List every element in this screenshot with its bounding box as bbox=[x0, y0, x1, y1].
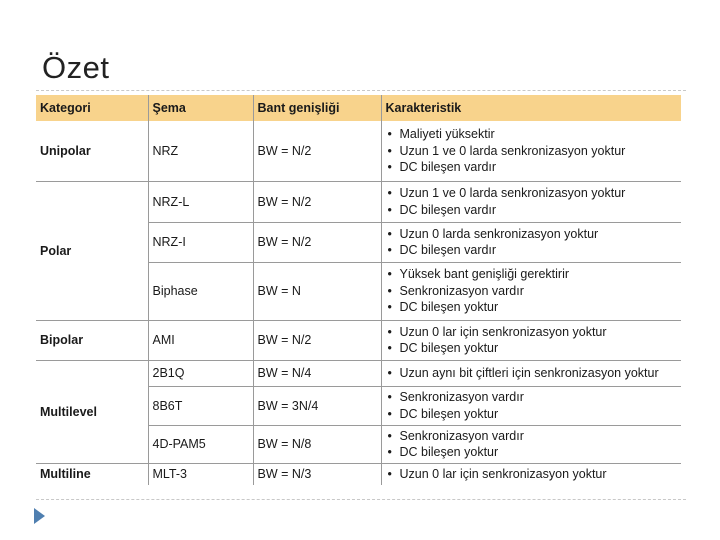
bandwidth-cell: BW = N/4 bbox=[253, 360, 381, 386]
characteristics-list bbox=[386, 226, 678, 259]
scheme-cell: NRZ-I bbox=[148, 222, 253, 262]
header-kategori: Kategori bbox=[36, 95, 148, 121]
characteristics-list bbox=[386, 428, 678, 461]
bottom-divider bbox=[36, 499, 686, 500]
list-item: • DC bileşen vardır bbox=[400, 202, 678, 219]
triangle-right-icon[interactable] bbox=[34, 508, 45, 524]
slide-title: Özet bbox=[42, 50, 110, 85]
top-divider bbox=[36, 90, 686, 91]
table-row bbox=[36, 360, 681, 386]
scheme-cell: AMI bbox=[148, 320, 253, 360]
characteristics-cell bbox=[381, 121, 681, 181]
table-row bbox=[36, 181, 681, 222]
characteristics-list bbox=[386, 126, 678, 176]
table-row bbox=[36, 121, 681, 181]
header-bant: Bant genişliği bbox=[253, 95, 381, 121]
scheme-cell: 8B6T bbox=[148, 386, 253, 425]
characteristics-cell bbox=[381, 386, 681, 425]
characteristics-cell bbox=[381, 181, 681, 222]
list-item: • Uzun 1 ve 0 larda senkronizasyon yoktur bbox=[400, 185, 678, 202]
scheme-cell: MLT-3 bbox=[148, 463, 253, 485]
list-item: • Senkronizasyon vardır bbox=[400, 428, 678, 445]
bandwidth-cell: BW = N/2 bbox=[253, 320, 381, 360]
table-row bbox=[36, 320, 681, 360]
category-cell: Multilevel bbox=[36, 360, 148, 463]
characteristics-cell bbox=[381, 222, 681, 262]
list-item: • DC bileşen yoktur bbox=[400, 340, 678, 357]
list-item: • Senkronizasyon vardır bbox=[400, 283, 678, 300]
summary-table bbox=[36, 95, 681, 485]
table-row bbox=[36, 463, 681, 485]
characteristics-cell bbox=[381, 320, 681, 360]
characteristics-cell bbox=[381, 425, 681, 463]
scheme-cell: Biphase bbox=[148, 262, 253, 320]
bandwidth-cell: BW = N/3 bbox=[253, 463, 381, 485]
list-item: • DC bileşen yoktur bbox=[400, 444, 678, 461]
bandwidth-cell: BW = N/2 bbox=[253, 121, 381, 181]
header-sema: Şema bbox=[148, 95, 253, 121]
bandwidth-cell: BW = 3N/4 bbox=[253, 386, 381, 425]
characteristics-list bbox=[386, 185, 678, 218]
category-cell: Polar bbox=[36, 181, 148, 320]
category-cell: Multiline bbox=[36, 463, 148, 485]
list-item: • Uzun aynı bit çiftleri için senkronizasyon yoktur bbox=[400, 365, 678, 382]
characteristics-list bbox=[386, 389, 678, 422]
scheme-cell: 4D-PAM5 bbox=[148, 425, 253, 463]
characteristics-cell bbox=[381, 360, 681, 386]
list-item: • DC bileşen vardır bbox=[400, 242, 678, 259]
bandwidth-cell: BW = N/8 bbox=[253, 425, 381, 463]
characteristics-list bbox=[386, 466, 678, 483]
list-item: • DC bileşen vardır bbox=[400, 159, 678, 176]
scheme-cell: 2B1Q bbox=[148, 360, 253, 386]
table-header-row bbox=[36, 95, 681, 121]
bandwidth-cell: BW = N/2 bbox=[253, 181, 381, 222]
bandwidth-cell: BW = N bbox=[253, 262, 381, 320]
list-item: • Uzun 0 larda senkronizasyon yoktur bbox=[400, 226, 678, 243]
list-item: • Maliyeti yüksektir bbox=[400, 126, 678, 143]
scheme-cell: NRZ-L bbox=[148, 181, 253, 222]
characteristics-cell bbox=[381, 463, 681, 485]
bandwidth-cell: BW = N/2 bbox=[253, 222, 381, 262]
list-item: • Uzun 1 ve 0 larda senkronizasyon yoktur bbox=[400, 143, 678, 160]
list-item: • DC bileşen yoktur bbox=[400, 406, 678, 423]
list-item: • DC bileşen yoktur bbox=[400, 299, 678, 316]
list-item: • Uzun 0 lar için senkronizasyon yoktur bbox=[400, 466, 678, 483]
list-item: • Yüksek bant genişliği gerektirir bbox=[400, 266, 678, 283]
list-item: • Uzun 0 lar için senkronizasyon yoktur bbox=[400, 324, 678, 341]
characteristics-list bbox=[386, 365, 678, 382]
characteristics-list bbox=[386, 266, 678, 316]
header-karakteristik: Karakteristik bbox=[381, 95, 681, 121]
characteristics-list bbox=[386, 324, 678, 357]
list-item: • Senkronizasyon vardır bbox=[400, 389, 678, 406]
category-cell: Unipolar bbox=[36, 121, 148, 181]
scheme-cell: NRZ bbox=[148, 121, 253, 181]
characteristics-cell bbox=[381, 262, 681, 320]
category-cell: Bipolar bbox=[36, 320, 148, 360]
